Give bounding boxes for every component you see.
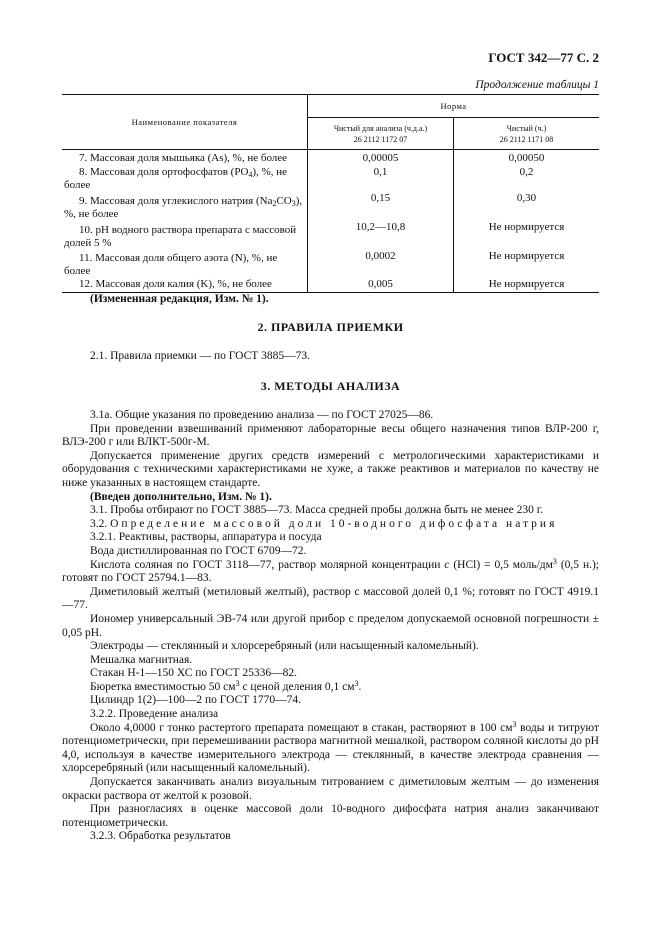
table-row: 11. Массовая доля общего азота (N), %, не более 0,0002 Не нормируется (64, 250, 565, 277)
table-row: 9. Массовая доля углекислого натрия $(Na_2CO_3)$, %, не более 0,15 0,30 (64, 192, 537, 220)
reagent-water: Вода дистиллированная по ГОСТ 6709—72. (90, 544, 307, 557)
column-header-norma: Норма (308, 95, 600, 118)
amendment-note-1: (Измененная редакция, Изм. № 1). (90, 293, 269, 305)
section-3-body (62, 409, 599, 844)
paragraph-procedure: Около 4,0000 г тонко растертого препарата помещают в стакан, растворяют в 100 $см^3$ воды и титруют потенциометрически, при перемешивании раствора магнитной мешалкой, раствором соляной кислоты до pH 4,0, используя в качестве измерительного электрода — стеклянный, в качестве электрода сравнения — хлорсеребряный (или насыщенный каломельный). (62, 719, 599, 775)
paragraph-3-2-2: 3.2.2. Проведение анализа (90, 708, 219, 721)
reagent-dye: Диметиловый желтый (метиловый желтый), раствор с массовой долей 0,1 %; готовят по ГОСТ 4919.1—77. (62, 585, 599, 612)
equipment-stirrer: Мешалка магнитная. (90, 653, 193, 666)
paragraph-allowance: Допускается применение других средств измерений с метрологическими характеристиками и оборудования с техническими характеристиками не хуже, а также реактивов и материалов по качеству не ниже указанных в настоящем стандарте. (62, 449, 599, 489)
equipment-cylinder: Цилиндр 1(2)—100—2 по ГОСТ 1770—74. (90, 694, 302, 707)
section-2-title: 2. ПРАВИЛА ПРИЕМКИ (257, 320, 404, 334)
column-header-analytical-grade: Чистый для анализа (ч.д.а.) 26 2112 1172 07 (308, 118, 454, 150)
amendment-note-2: (Введен дополнительно, Изм. № 1). (90, 490, 272, 503)
paragraph-3-2-1: 3.2.1. Реактивы, растворы, аппаратура и посуда (90, 531, 322, 544)
equipment-electrodes: Электроды — стеклянный и хлорсеребряный (или насыщенный каломельный). (90, 640, 479, 653)
page-header: ГОСТ 342—77 С. 2 (488, 50, 599, 65)
equipment-ionomer: Иономер универсальный ЭВ-74 или другой прибор с пределом допускаемой основной погрешности ± 0,05 pH. (62, 612, 599, 639)
equipment-beaker: Стакан Н-1—150 ХС по ГОСТ 25336—82. (90, 667, 298, 680)
equipment-burette: Бюретка вместимостью 50 $см^3$ с ценой деления 0,1 $см^3$. (90, 678, 362, 693)
paragraph-3-1a: 3.1а. Общие указания по проведению анализа — по ГОСТ 27025—86. (90, 409, 434, 421)
table-row: 7. Массовая доля мышьяка (As), %, не более 0,00005 0,00050 (62, 150, 599, 167)
table-row: 10. pH водного раствора препарата с массовой долей 5 % 10,2—10,8 Не нормируется (64, 221, 565, 249)
paragraph-disputes: При разногласиях в оценке массовой доли 10-водного дифосфата натрия анализ заканчивают потенциометрически. (62, 803, 599, 829)
paragraph-weighing: При проведении взвешиваний применяют лабораторные весы общего назначения типов ВЛР-200 г, ВЛЭ-200 г или ВЛКТ-500г-М. (62, 422, 599, 449)
paragraph-3-2-3: 3.2.3. Обработка результатов (90, 830, 231, 843)
table-row: 8. Массовая доля ортофосфатов $(PO_4)$, %, не более 0,1 0,2 (64, 166, 534, 191)
section-3-title: 3. МЕТОДЫ АНАЛИЗА (260, 379, 401, 393)
table-row: 12. Массовая доля калия (K), %, не более 0,005 Не нормируется (62, 278, 599, 293)
norms-table (62, 94, 599, 293)
reagent-acid: Кислота соляная по ГОСТ 3118—77, раствор молярной концентрации с (HCl) = 0,5 моль/$дм^3$ (0,5 н.); готовят по ГОСТ 25794.1—83. (62, 556, 599, 585)
paragraph-3-2: 3.2. Определение массовой доли 10-водного дифосфата натрия (90, 517, 558, 530)
table-continuation-label: Продолжение таблицы 1 (475, 79, 599, 91)
paragraph-3-1: 3.1. Пробы отбирают по ГОСТ 3885—73. Масса средней пробы должна быть не менее 230 г. (90, 504, 543, 517)
paragraph-2-1: 2.1. Правила приемки — по ГОСТ 3885—73. (90, 350, 311, 362)
column-header-name: Наименование показателя (62, 95, 308, 150)
column-header-pure-grade: Чистый (ч.) 26 2112 1171 08 (454, 118, 600, 150)
paragraph-visual-titration: Допускается заканчивать анализ визуальным титрованием с диметиловым желтым — до изменения окраски раствора от желтой к розовой. (62, 776, 599, 802)
